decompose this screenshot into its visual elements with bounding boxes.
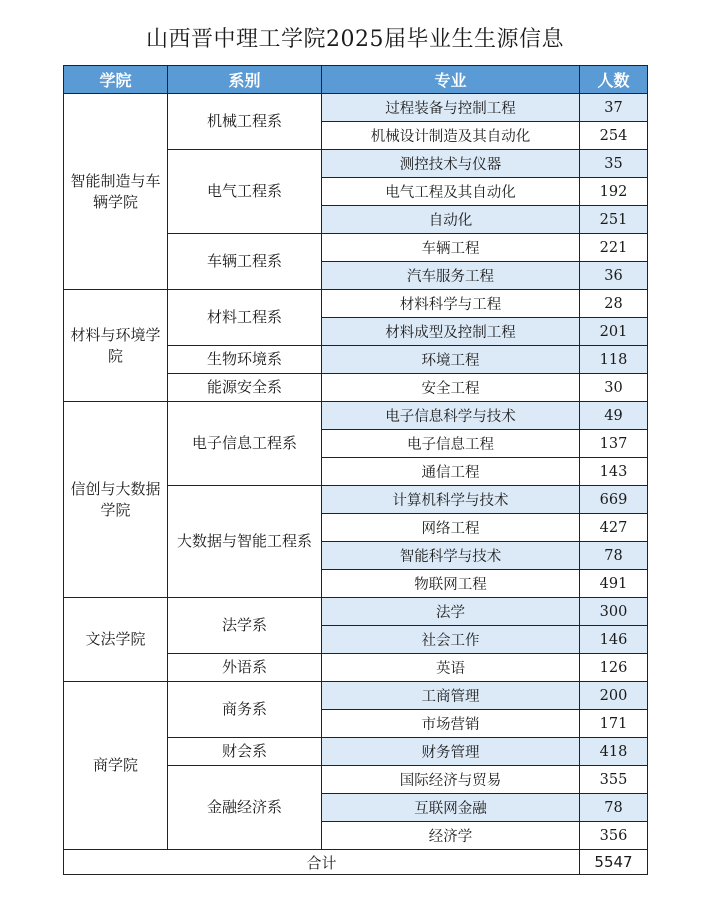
table-row [64,94,648,122]
table-row [64,682,648,710]
dept-cell: 电子信息工程系 [168,402,322,486]
major-cell: 材料科学与工程 [322,290,580,318]
college-cell: 信创与大数据学院 [64,402,168,598]
major-cell: 测控技术与仪器 [322,150,580,178]
major-cell: 计算机科学与技术 [322,486,580,514]
major-cell: 智能科学与技术 [322,542,580,570]
major-cell: 电子信息工程 [322,430,580,458]
header-row [64,66,648,94]
count-cell: 36 [580,262,648,290]
count-cell: 200 [580,682,648,710]
college-cell: 智能制造与车辆学院 [64,94,168,290]
dept-cell: 生物环境系 [168,346,322,374]
major-cell: 材料成型及控制工程 [322,318,580,346]
count-cell: 37 [580,94,648,122]
count-cell: 251 [580,206,648,234]
count-cell: 126 [580,654,648,682]
college-cell: 商学院 [64,682,168,850]
major-cell: 电子信息科学与技术 [322,402,580,430]
count-cell: 192 [580,178,648,206]
major-cell: 电气工程及其自动化 [322,178,580,206]
college-cell: 文法学院 [64,598,168,682]
major-cell: 市场营销 [322,710,580,738]
major-cell: 财务管理 [322,738,580,766]
major-cell: 机械设计制造及其自动化 [322,122,580,150]
major-cell: 社会工作 [322,626,580,654]
college-cell: 材料与环境学院 [64,290,168,402]
total-row [64,850,648,875]
count-cell: 669 [580,486,648,514]
major-cell: 环境工程 [322,346,580,374]
major-cell: 英语 [322,654,580,682]
table-row [64,290,648,318]
count-cell: 491 [580,570,648,598]
header-dept: 系别 [168,66,322,94]
major-cell: 安全工程 [322,374,580,402]
dept-cell: 材料工程系 [168,290,322,346]
count-cell: 30 [580,374,648,402]
major-cell: 过程装备与控制工程 [322,94,580,122]
count-cell: 78 [580,794,648,822]
count-cell: 427 [580,514,648,542]
count-cell: 28 [580,290,648,318]
count-cell: 171 [580,710,648,738]
total-count: 5547 [580,850,648,875]
table-row [64,598,648,626]
count-cell: 146 [580,626,648,654]
major-cell: 经济学 [322,822,580,850]
major-cell: 物联网工程 [322,570,580,598]
major-cell: 互联网金融 [322,794,580,822]
graduate-source-table [63,65,648,875]
major-cell: 通信工程 [322,458,580,486]
header-count: 人数 [580,66,648,94]
count-cell: 143 [580,458,648,486]
major-cell: 汽车服务工程 [322,262,580,290]
count-cell: 137 [580,430,648,458]
count-cell: 300 [580,598,648,626]
dept-cell: 商务系 [168,682,322,738]
header-college: 学院 [64,66,168,94]
dept-cell: 法学系 [168,598,322,654]
dept-cell: 车辆工程系 [168,234,322,290]
count-cell: 221 [580,234,648,262]
count-cell: 118 [580,346,648,374]
dept-cell: 财会系 [168,738,322,766]
count-cell: 201 [580,318,648,346]
dept-cell: 机械工程系 [168,94,322,150]
major-cell: 自动化 [322,206,580,234]
dept-cell: 能源安全系 [168,374,322,402]
header-major: 专业 [322,66,580,94]
count-cell: 78 [580,542,648,570]
table-row [64,402,648,430]
major-cell: 法学 [322,598,580,626]
total-label: 合计 [64,850,580,875]
dept-cell: 金融经济系 [168,766,322,850]
count-cell: 35 [580,150,648,178]
dept-cell: 外语系 [168,654,322,682]
major-cell: 网络工程 [322,514,580,542]
major-cell: 车辆工程 [322,234,580,262]
page-title: 山西晋中理工学院2025届毕业生生源信息 [146,27,564,52]
major-cell: 国际经济与贸易 [322,766,580,794]
count-cell: 49 [580,402,648,430]
count-cell: 355 [580,766,648,794]
count-cell: 418 [580,738,648,766]
dept-cell: 电气工程系 [168,150,322,234]
count-cell: 356 [580,822,648,850]
dept-cell: 大数据与智能工程系 [168,486,322,598]
major-cell: 工商管理 [322,682,580,710]
table-body [64,94,648,850]
count-cell: 254 [580,122,648,150]
